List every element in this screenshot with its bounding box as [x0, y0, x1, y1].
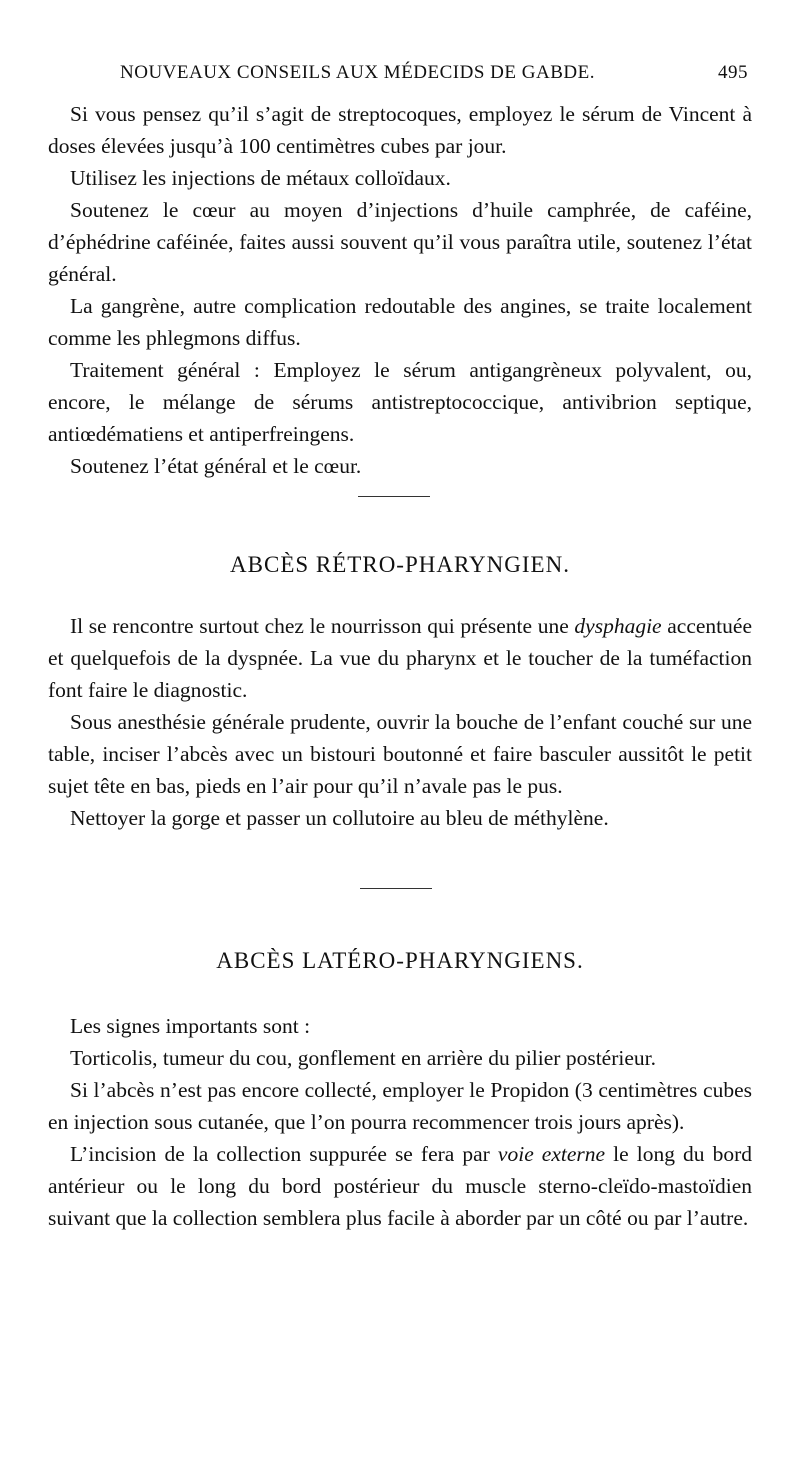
paragraph: Utilisez les injections de métaux colloïdaux. [70, 166, 451, 190]
text-run: L’incision de la collection suppurée se fera par [70, 1142, 498, 1166]
paragraph [48, 1138, 752, 1234]
paragraph: Nettoyer la gorge et passer un collutoire au bleu de méthylène. [70, 806, 609, 830]
running-head [120, 62, 760, 92]
text-run: le long du bord antérieur ou le long du bord postérieur du muscle sterno-cleïdo-mastoïdien suivant que la collection semblera plus facile à aborder par un côté ou par l’autre. [48, 1142, 752, 1230]
section-latero-pharyngiens [48, 1010, 752, 1234]
paragraph: Traitement général : Employez le sérum antigangrèneux polyvalent, ou, encore, le mélange de sérums antistreptococcique, antivibrion septique, antiœdématiens et antiperfreingens. [48, 358, 752, 446]
section-heading-retro-pharyngien: ABCÈS RÉTRO-PHARYNGIEN. [230, 552, 570, 577]
italic-term: voie externe [497, 1142, 606, 1166]
text-run: Il se rencontre surtout chez le nourrisson qui présente une [70, 614, 575, 638]
paragraph: Soutenez l’état général et le cœur. [70, 454, 362, 478]
section-divider [358, 496, 430, 497]
text-run: accentuée et quelquefois de la dyspnée. La vue du pharynx et le toucher de la tuméfaction font faire le diagnostic. [48, 614, 752, 702]
paragraph: La gangrène, autre complication redoutable des angines, se traite localement comme les phlegmons diffus. [48, 294, 752, 350]
section-serum-treatment [48, 98, 752, 482]
paragraph: Torticolis, tumeur du cou, gonflement en arrière du pilier postérieur. [70, 1046, 656, 1070]
running-title: NOUVEAUX CONSEILS AUX MÉDECIDS DE GABDE. [120, 62, 595, 83]
paragraph [48, 610, 752, 706]
paragraph: Les signes importants sont : [70, 1014, 311, 1038]
italic-term: dysphagie [574, 614, 662, 638]
page-number: 495 [718, 62, 748, 83]
section-heading-latero-pharyngiens: ABCÈS LATÉRO-PHARYNGIENS. [216, 948, 584, 973]
paragraph: Sous anesthésie générale prudente, ouvrir la bouche de l’enfant couché sur une table, inciser l’abcès avec un bistouri boutonné et faire basculer aussitôt le petit sujet tête en bas, pieds en l’air pour qu’il n’avale pas le pus. [48, 710, 752, 798]
section-retro-pharyngien [48, 610, 752, 834]
paragraph: Si vous pensez qu’il s’agit de streptocoques, employez le sérum de Vincent à doses élevées jusqu’à 100 centimètres cubes par jour. [48, 102, 752, 158]
section-divider [360, 888, 432, 889]
paragraph: Soutenez le cœur au moyen d’injections d’huile camphrée, de caféine, d’éphédrine caféinée, faites aussi souvent qu’il vous paraîtra utile, soutenez l’état général. [48, 198, 752, 286]
paragraph: Si l’abcès n’est pas encore collecté, employer le Propidon (3 centimètres cubes en injection sous cutanée, que l’on pourra recommencer trois jours après). [48, 1078, 752, 1134]
